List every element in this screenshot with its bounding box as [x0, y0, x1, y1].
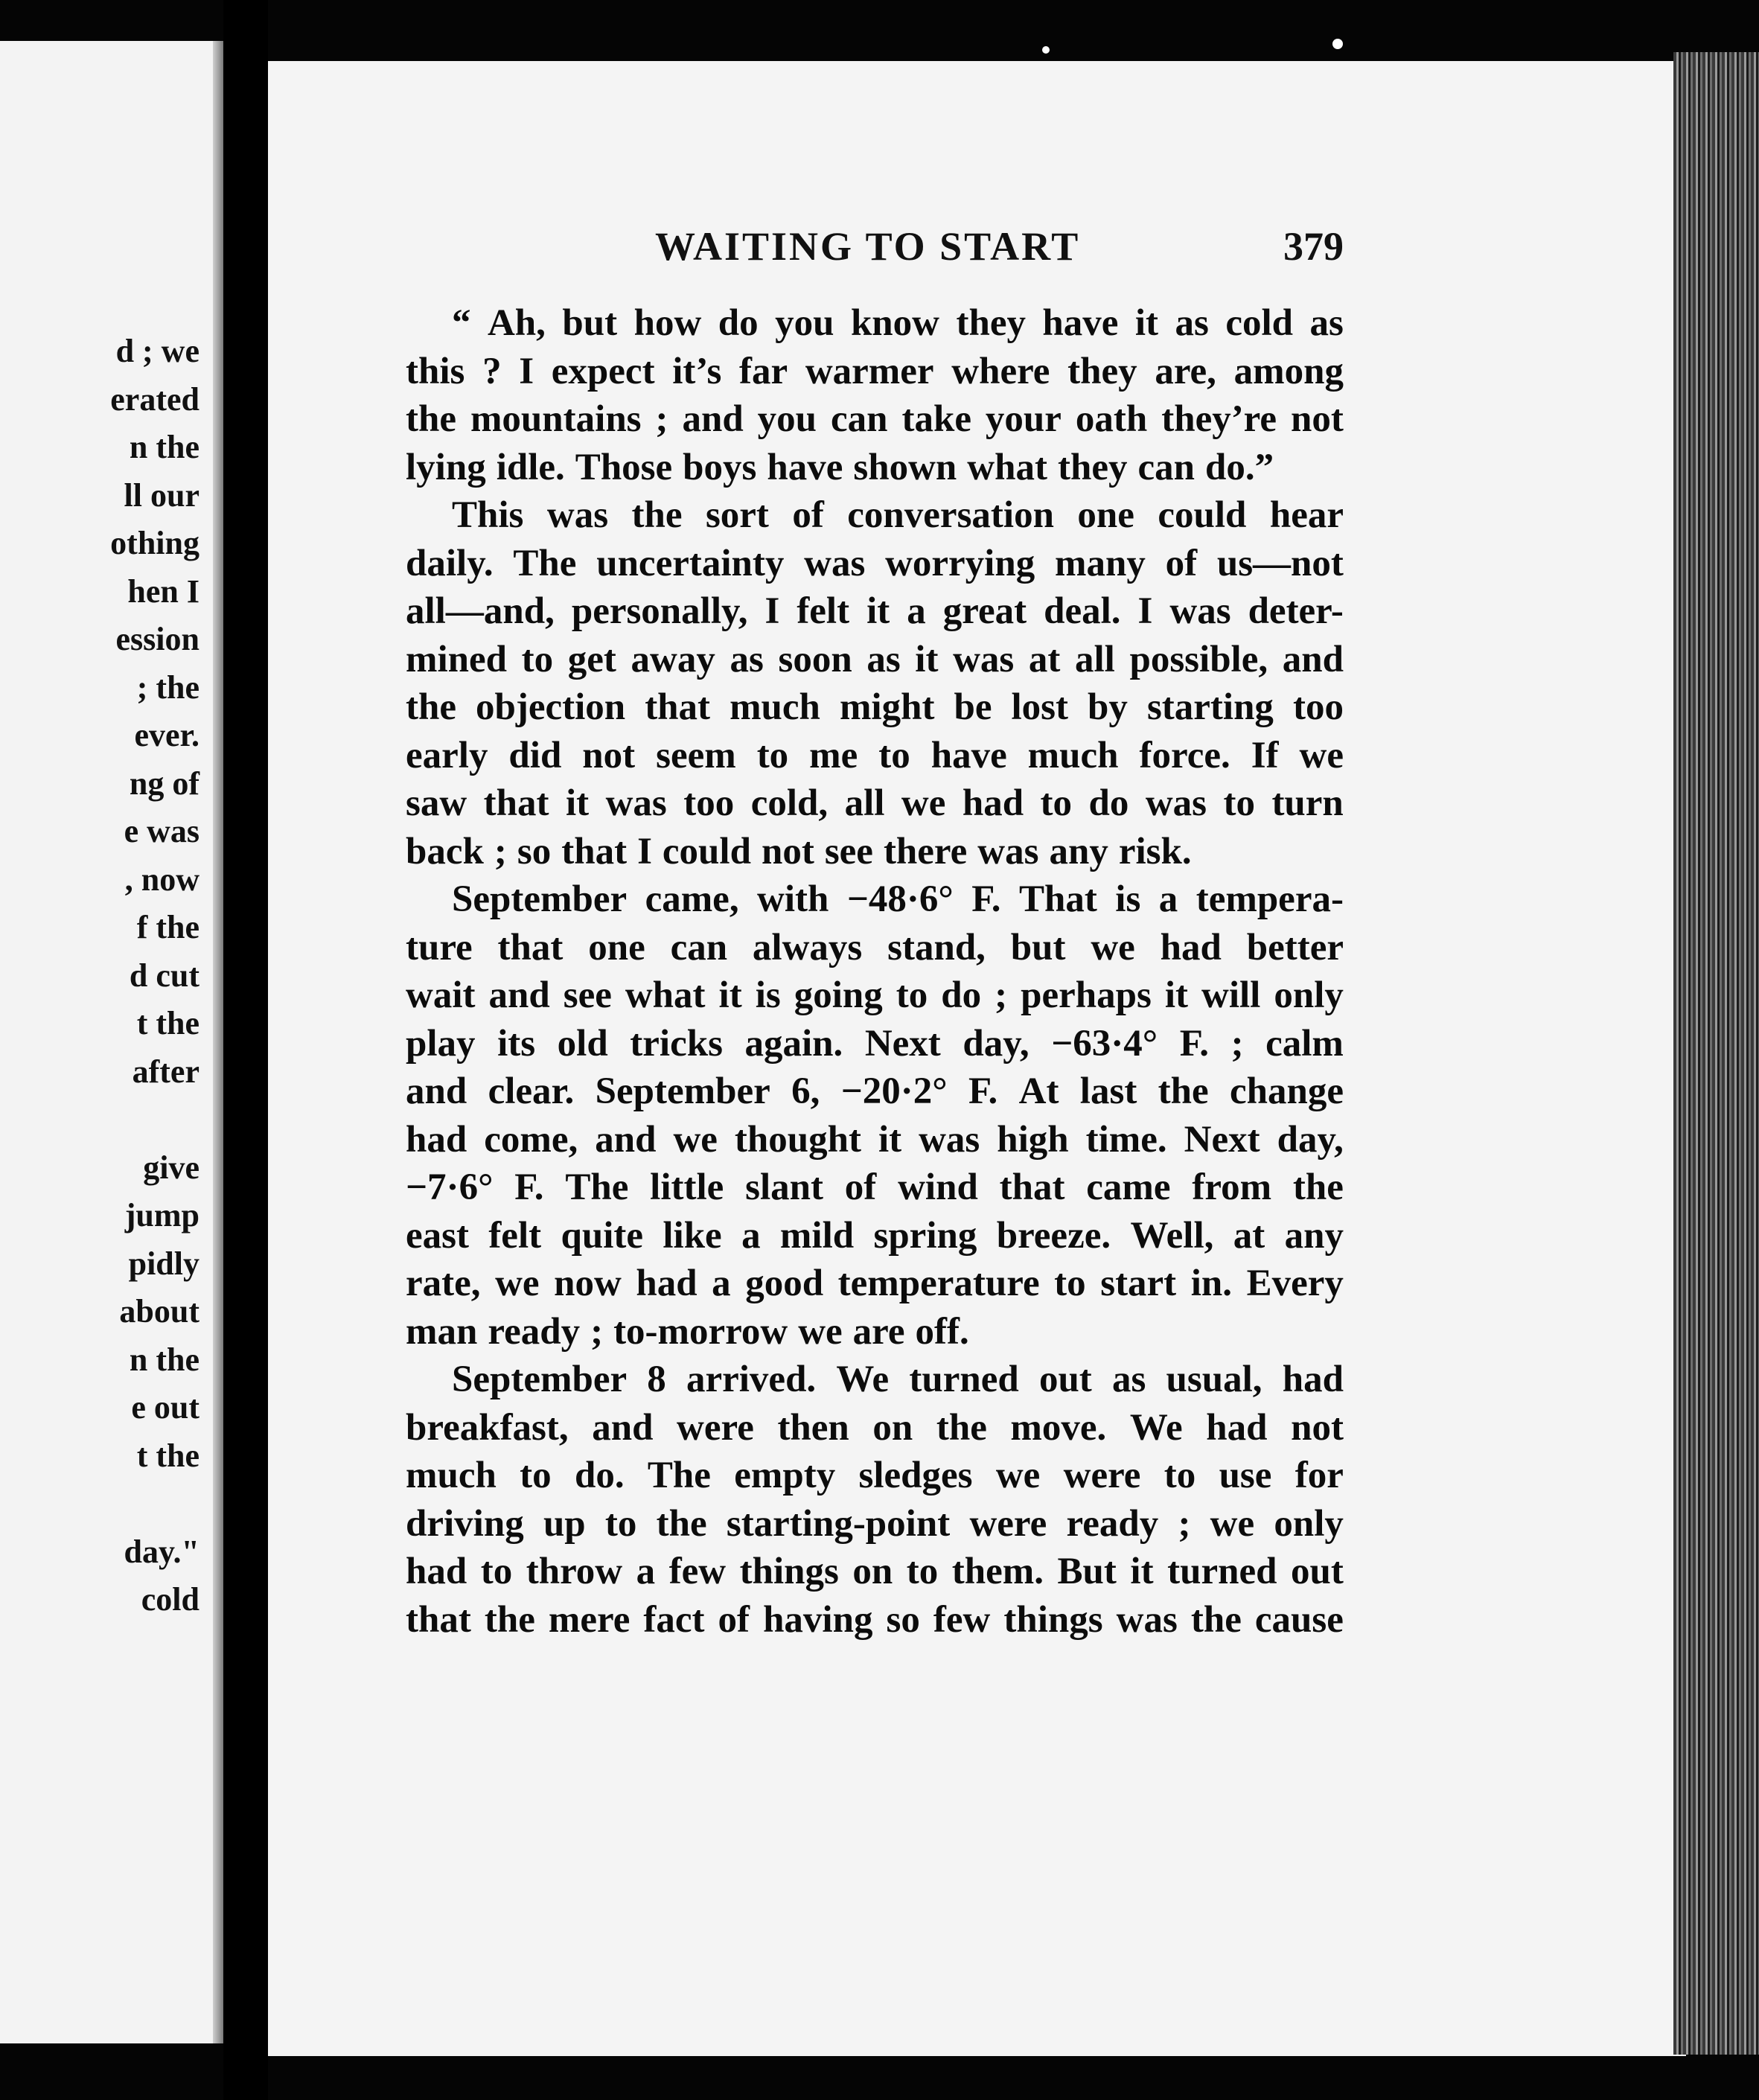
scan-speck	[1042, 46, 1050, 54]
left-page-line: n the	[129, 429, 199, 465]
text-line: back ; so that I could not see there was any risk.	[406, 830, 1192, 872]
text-line: early did not seem to me to have much force. If we	[406, 734, 1344, 776]
left-page-line: day."	[124, 1533, 199, 1570]
left-page-line: n the	[129, 1341, 199, 1378]
page-header	[655, 223, 1344, 283]
left-page-edge	[213, 41, 223, 2043]
text-line: September 8 arrived. We turned out as usual, had	[452, 1359, 1344, 1400]
left-page-line: about	[119, 1293, 199, 1330]
text-line: lying idle. Those boys have shown what they can do.”	[406, 446, 1274, 488]
left-page-line: d cut	[129, 957, 199, 994]
left-page-line: e out	[131, 1389, 199, 1426]
page-number: 379	[1283, 224, 1344, 269]
text-line: breakfast, and were then on the move. We had not	[406, 1406, 1344, 1449]
left-page-line: hen I	[127, 572, 199, 610]
text-line: had come, and we thought it was high time. Next day,	[406, 1118, 1344, 1161]
text-line: driving up to the starting-point were ready ; we only	[406, 1502, 1344, 1545]
left-page-line	[110, 1480, 199, 1528]
left-page-line: ng of	[129, 765, 199, 802]
left-page-line: othing	[110, 525, 199, 561]
left-page-line: erated	[110, 380, 199, 418]
text-line: play its old tricks again. Next day, −63·4° F. ; calm	[406, 1022, 1344, 1065]
text-line: this ? I expect it’s far warmer where they are, among	[406, 350, 1344, 392]
text-line: saw that it was too cold, all we had to do was to turn	[406, 782, 1344, 824]
text-line: east felt quite like a mild spring breeze. Well, at any	[406, 1214, 1344, 1257]
left-page-line: f the	[136, 909, 199, 945]
text-line: rate, we now had a good temperature to start in. Every	[406, 1263, 1344, 1304]
left-page-line	[110, 1096, 199, 1144]
page-stack-edge	[1673, 52, 1759, 2055]
text-line: man ready ; to-morrow we are off.	[406, 1310, 969, 1353]
running-head: WAITING TO START	[655, 224, 1081, 269]
scan-speck	[1332, 39, 1343, 49]
text-line: and clear. September 6, −20·2° F. At last the change	[406, 1070, 1344, 1112]
left-page-line: ession	[115, 621, 199, 657]
left-page-line: ; the	[136, 668, 199, 706]
text-line: ture that one can always stand, but we had better	[406, 926, 1344, 968]
left-page-line: , now	[124, 861, 199, 898]
text-line: much to do. The empty sledges we were to use for	[406, 1455, 1344, 1496]
text-line: mined to get away as soon as it was at all possible, and	[406, 638, 1344, 680]
body-text	[406, 299, 1344, 1644]
text-line: had to throw a few things on to them. But it turned out	[406, 1551, 1344, 1592]
left-page-line: cold	[141, 1581, 199, 1618]
text-line: that the mere fact of having so few things was the cause	[406, 1598, 1344, 1641]
text-line: the mountains ; and you can take your oath they’re not	[406, 398, 1344, 440]
text-line: −7·6° F. The little slant of wind that came from the	[406, 1167, 1344, 1208]
left-page-line: jump	[124, 1197, 199, 1233]
text-line: wait and see what it is going to do ; perhaps it will only	[406, 974, 1344, 1016]
left-page-line: after	[132, 1053, 199, 1090]
left-page-line: give	[143, 1149, 199, 1186]
left-page-line: d ; we	[115, 333, 199, 369]
text-line: all—and, personally, I felt it a great deal. I was deter-	[406, 590, 1344, 632]
left-page-line: pidly	[128, 1245, 199, 1282]
left-page-line: e was	[124, 813, 199, 849]
text-line: the objection that much might be lost by starting too	[406, 686, 1344, 728]
text-line: This was the sort of conversation one could hear	[452, 494, 1344, 536]
left-page-line: t the	[136, 1437, 199, 1474]
left-page-fragment	[0, 41, 223, 2043]
book-gutter	[223, 0, 268, 2100]
text-line: “ Ah, but how do you know they have it as cold as	[452, 302, 1344, 344]
text-line: September came, with −48·6° F. That is a tempera-	[452, 878, 1344, 920]
left-page-text	[110, 328, 199, 1624]
left-page-line: ll our	[124, 476, 199, 514]
text-line: daily. The uncertainty was worrying many of us—not	[406, 542, 1344, 584]
left-page-line: ever.	[134, 717, 199, 753]
left-page-line: t the	[136, 1005, 199, 1041]
